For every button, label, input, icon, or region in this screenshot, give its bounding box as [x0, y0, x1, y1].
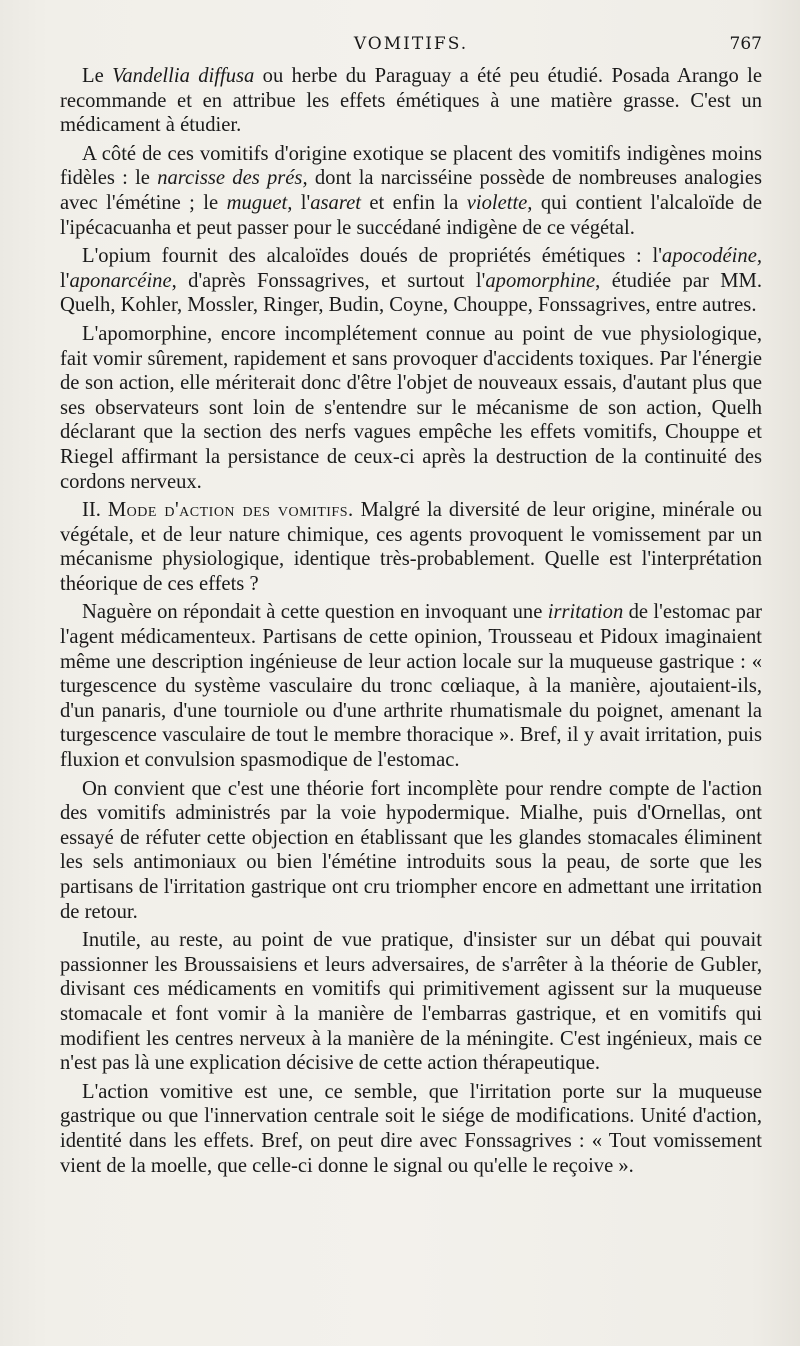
text-run: Le — [82, 65, 113, 87]
body-text — [60, 64, 762, 1178]
paragraph-vandellia — [60, 64, 762, 138]
text-run: On convient que c'est une théorie fort incomplète pour rendre compte de l'action des vomitifs administrés par la voie hypodermique. Mialhe, puis d'Ornellas, ont essayé de réfuter cette objection en établissant que les glandes stomacales éliminent les sels antimoniaux ou bien l'émétine introduits sous la peau, de sorte que les partisans de l'irritation gastrique ont cru triompher encore en admettant une irritation de retour. — [60, 777, 762, 923]
italic-term: irritation — [547, 601, 624, 624]
paragraph-hypodermic-objection — [60, 777, 762, 925]
text-run: Malgré la diversité de leur origine, minérale ou végétale, et de leur nature chimique, ces agents provoquent le vomissement par un mécanisme physiologique, identique très-probablement. Quelle est l'interprétation théorique de ces effets ? — [60, 499, 763, 595]
paragraph-gubler-theory — [60, 928, 762, 1076]
italic-term: asaret — [310, 191, 361, 214]
section-heading: Mode d'action des vomitifs. — [107, 499, 354, 522]
italic-term: aponarcéine — [69, 269, 172, 292]
text-run: qui contient l'alcaloïde de l'ipécacuanha et peut passer pour le succédané indigène de ce végétal. — [60, 191, 762, 239]
text-run: et enfin la — [360, 191, 467, 214]
text-run: dont la narcisséine possède de nombreuses analogies avec l'émétine ; le — [60, 167, 762, 214]
italic-term: muguet, — [226, 191, 293, 214]
paragraph-opium-alkaloids — [60, 244, 762, 318]
text-run: l' — [60, 269, 70, 292]
text-run: , d'après Fonssagrives, et surtout l' — [171, 269, 486, 292]
text-run: II. — [82, 499, 108, 522]
italic-term: narcisse des prés, — [157, 167, 308, 190]
italic-term: apomorphine — [485, 269, 596, 292]
text-run: A côté de ces vomitifs d'origine exotique se placent des vomitifs indigènes moins fidèles : le — [60, 142, 762, 190]
paragraph-mode-of-action — [60, 498, 762, 596]
text-run: Inutile, au reste, au point de vue pratique, d'insister sur un débat qui pouvait passionner les Broussaisiens et leurs adversaires, de s'arrêter à la théorie de Gubler, divisant ces médicaments en vomitifs qui primitivement agissent sur la muqueuse stomacale et font vomir à la manière de l'embarras gastrique, et en vomitifs qui modifient les centres nerveux à la manière de la méningite. C'est ingénieux, mais ce n'est pas là une explication décisive de cette action thérapeutique. — [60, 929, 762, 1075]
text-run: de l'estomac par l'agent médicamenteux. Partisans de cette opinion, Trousseau et Pidoux imaginaient même une description ingénieuse de leur action locale sur la muqueuse gastrique : « turgescence du système vasculaire du tronc cœliaque, à la manière, ajoutaient-ils, d'un panaris, d'une tourniole ou d'une arthrite rhumatismale du poignet, amenant la turgescence vasculaire de tout le membre thoracique ». Bref, il y avait irritation, puis fluxion et convulsion spasmodique de l'estomac. — [60, 601, 762, 772]
text-run: L'opium fournit des alcaloïdes doués de propriétés émétiques : l' — [82, 245, 662, 268]
text-run: ou herbe du Paraguay a été peu étudié. Posada Arango le recommande et en attribue les effets émétiques à une matière grasse. C'est un médicament à étudier. — [60, 65, 762, 137]
paragraph-apomorphine — [60, 322, 762, 494]
paragraph-irritation-theory — [60, 600, 762, 772]
running-title: VOMITIFS. — [353, 34, 469, 54]
paragraph-unity-of-action — [60, 1080, 762, 1178]
page-number: 767 — [729, 34, 762, 54]
text-run: L'action vomitive est une, ce semble, que l'irritation porte sur la muqueuse gastrique ou que l'innervation centrale soit le siége de modifications. Unité d'action, identité dans les effets. Bref, on peut dire avec Fonssagrives : « Tout vomissement vient de la moelle, que celle-ci donne le signal ou qu'elle le reçoive ». — [60, 1080, 762, 1177]
italic-term: violette, — [466, 191, 533, 214]
italic-term: Vandellia diffusa — [112, 65, 255, 87]
page-header — [60, 28, 762, 64]
text-run: l' — [292, 191, 311, 214]
text-run: Naguère on répondait à cette question en invoquant une — [82, 601, 548, 624]
paragraph-indigenous-vomitives — [60, 142, 762, 240]
text-run: , étudiée par MM. Quelh, Kohler, Mossler, Ringer, Budin, Coyne, Chouppe, Fonssagrives, entre autres. — [60, 269, 762, 317]
text-run: L'apomorphine, encore incomplétement connue au point de vue physiologique, fait vomir sûrement, rapidement et sans provoquer d'accidents toxiques. Par l'énergie de son action, elle mériterait donc d'être l'objet de nouveaux essais, d'autant plus que ses observateurs sont loin de s'entendre sur le mécanisme de son action, Quelh déclarant que la section des nerfs vagues empêche les effets vomitifs, Chouppe et Riegel affirmant la persistance de ceux-ci après la destruction de la continuité des cordons nerveux. — [60, 322, 762, 493]
italic-term: apocodéine, — [661, 245, 762, 268]
